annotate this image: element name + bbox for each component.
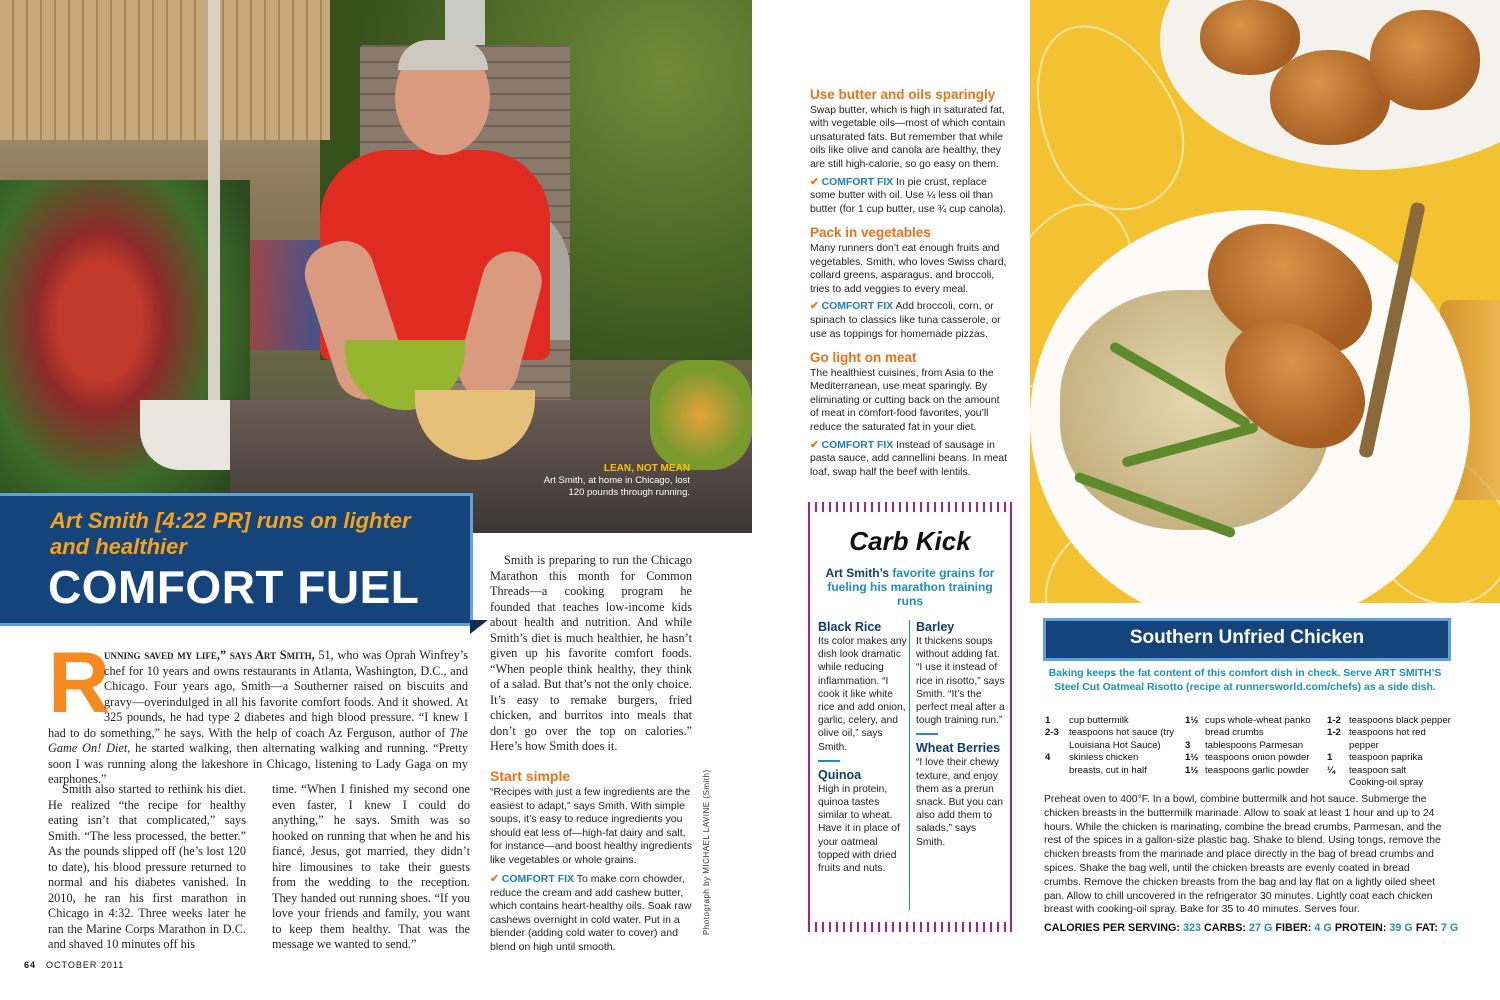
grain-text: It thickens soups without adding fat. “I use it instead of rice in risotto,” says Smith. “It’s the perfect meal after a tough training run.”: [916, 636, 1005, 727]
ingredient-qty: ¼: [1327, 764, 1336, 776]
tip-text: The healthiest cuisines, from Asia to the Mediterranean, use meat sparingly. By eliminating or cutting back on the amount of meat in comfort-food favorites, you’ll reduce the saturated fat in your diet.: [810, 367, 1000, 434]
wooden-deck: [0, 0, 330, 140]
article-p4-text: Smith is preparing to run the Chicago Marathon this month for Common Threads—a cooking program he founded that teaches low-income kids about health and nutrition. And while Smith’s diet is much healthier, he hasn’t given up his favorite comfort foods. “When people think healthy, they think of a salad. But that’s not the only choice. It’s easy to remake burgers, fried chicken, and burritos into meals that don’t go over the top on calories.” Here’s how Smith does it.: [490, 553, 692, 753]
start-simple-text: “Recipes with just a few ingredients are the easiest to adapt,” says Smith. With simple soups, it’s easy to reduce ingredients you should eat less of—high-fat dairy and salt, for instance—and boost healthy ingredients like vegetables or whole grains.: [490, 786, 692, 866]
nutrition-value: 4 G: [1314, 922, 1332, 934]
chicken-piece: [1370, 10, 1480, 110]
ingredient-qty: 4: [1045, 752, 1051, 764]
recipe-intro: Baking keeps the fat content of this comfort dish in check. Serve ART SMITH’S Steel Cut Oatmeal Risotto (recipe at runnersworld.com/chefs) as a side dish.: [1048, 667, 1442, 693]
grain-column-right: [916, 620, 1006, 849]
nutrition-value: 27 G: [1249, 922, 1273, 934]
ingredient-item: teaspoons black pepper: [1349, 715, 1451, 726]
tip-text: Swap butter, which is high in saturated fat, with vegetable oils—most of which contain unsaturated fats. But remember that while oils like olive and canola are healthy, they are still high-calorie, so go easy on them.: [810, 104, 1006, 170]
ingredient-row: [1045, 715, 1175, 727]
ingredient-item: teaspoons onion powder: [1205, 752, 1310, 764]
recipe-title: Southern Unfried Chicken: [1129, 627, 1365, 648]
checkmark-icon: ✔: [810, 176, 819, 188]
article-paragraph-1: [48, 635, 468, 788]
article-kicker: Art Smith [4:22 PR] runs on lighter and healthier: [50, 508, 411, 559]
start-simple-fix-text: To make corn chowder, reduce the cream and add cashew butter, which contains heart-healthy oils. Soak raw cashews overnight in cold water. Put in a blender (adding cold water to cover) and blend on high until smooth.: [490, 873, 692, 953]
nutrition-value: 7 G: [1440, 922, 1459, 934]
ingredient-item: teaspoons hot red pepper: [1349, 727, 1426, 751]
box-bottom-border: [808, 922, 1012, 932]
checkmark-icon: ✔: [810, 301, 819, 313]
nutrition-label: CALORIES PER SERVING:: [1044, 922, 1183, 934]
issue-date: OCTOBER 2011: [46, 960, 125, 970]
tip-fix-text: In pie crust, replace some butter with oil. Use ¼ less oil than butter (for 1 cup butter, use ¾ cup canola).: [810, 176, 1006, 215]
ingredient-qty: 1: [1045, 715, 1051, 726]
ingredient-qty: 1: [1327, 752, 1333, 764]
grain-text: High in protein, quinoa tastes similar to wheat. Have it in place of your oatmeal topped with dried fruits and nuts.: [818, 783, 900, 875]
grain-divider: [916, 733, 938, 735]
ingredient-row: [1327, 715, 1455, 727]
photo-caption-title: LEAN, NOT MEAN: [603, 463, 690, 474]
grain-column-left: [818, 620, 908, 875]
photo-caption: [540, 463, 690, 499]
banner-fold: [470, 620, 488, 634]
tip-heading: Pack in vegetables: [810, 225, 931, 241]
start-simple-heading: Start simple: [490, 767, 571, 784]
ingredient-row: [1327, 752, 1455, 764]
grain-text: “I love their chewy texture, and enjoy them as a prerun snack. But you can also add them to salads,” says Smith.: [916, 757, 1004, 848]
grain-name: Black Rice: [818, 620, 882, 634]
article-p1-end: , he started walking, then alternating walking and running. “Pretty soon I was running along the lakeshore in Chicago, listening to Lady Gaga on my earphones.”: [48, 741, 468, 786]
ingredients-column-2: [1185, 715, 1315, 777]
tip-text: Many runners don’t eat enough fruits and vegetables. Smith, who loves Swiss chard, collard greens, asparagus, and broccoli, tries to add veggies to every meal.: [810, 242, 1007, 295]
ingredient-item: Cooking-oil spray: [1349, 777, 1424, 789]
recipe-title-bar: [1043, 618, 1451, 661]
comfort-fix-label: COMFORT FIX: [821, 176, 894, 188]
article-p1-text: 51, who was Oprah Winfrey’s chef for 10 years and owns restaurants in Atlanta, Washington, D.C., and Chicago. Four years ago, Smith—a Southerner raised on biscuits and gravy—overindulged in all his favorite comfort foods. And it showed. At 325 pounds, he had type 2 diabetes and high blood pressure. “I knew I had to do something,” he says. With the help of coach Az Ferguson, author of: [48, 648, 468, 740]
ingredient-row: [1327, 777, 1455, 789]
nutrition-value: 39 G: [1389, 922, 1413, 934]
tip-fix: [810, 300, 1010, 341]
food-photo: [1030, 0, 1500, 603]
tip-heading: Use butter and oils sparingly: [810, 87, 996, 102]
page-number: 64: [24, 960, 37, 970]
comfort-fix-label: COMFORT FIX: [821, 439, 894, 451]
ingredient-item: teaspoon paprika: [1349, 752, 1423, 764]
carb-kick-subtitle-name: Art Smith’s: [825, 566, 890, 580]
ingredient-qty: 1½: [1185, 715, 1199, 726]
nutrition-value: 323: [1182, 922, 1201, 934]
grain-name: Barley: [916, 620, 955, 634]
nutrition-label: PROTEIN:: [1331, 922, 1390, 934]
vegetables-basket: [650, 360, 752, 470]
grain-name: Wheat Berries: [916, 741, 1001, 756]
ingredient-row: [1185, 765, 1315, 777]
box-top-border: [808, 502, 1012, 512]
column-divider: [909, 620, 910, 910]
drop-cap-spacer: [48, 635, 111, 731]
recipe-method: Preheat oven to 400°F. In a bowl, combine buttermilk and hot sauce. Submerge the chicken breasts in the buttermilk marinade. Allow to soak at least 1 hour and up to 24 hours. While the chicken is marinating, combine the bread crumbs, Parmesan, and the rest of the spices in a gallon-size plastic bag. Shake to blend. Using tongs, remove the chicken breasts from the marinade and place directly in the bag of bread crumbs and spices. Shake the bag well, until the chicken breasts are evenly coated in bread crumbs. Remove the chicken breasts from the bag and lay flat on a lightly oiled sheet pan. Allow to chill uncovered in the refrigerator 30 minutes. Lightly coat each chicken breast with cooking-oil spray. Bake for 35 to 40 minutes. Serves four.: [1044, 794, 1442, 916]
ingredient-row: [1185, 752, 1315, 764]
ingredient-item: teaspoon salt: [1349, 764, 1407, 776]
chef-hair: [398, 40, 488, 70]
photo-credit: [702, 760, 716, 940]
ingredient-item: teaspoons hot sauce (try Louisiana Hot Sauce): [1069, 727, 1175, 751]
ingredient-item: skinless chicken breasts, cut in half: [1069, 752, 1147, 776]
ingredients-column-1: [1045, 715, 1175, 777]
nutrition-label: FIBER:: [1272, 922, 1315, 934]
ingredient-item: teaspoons garlic powder: [1205, 764, 1309, 776]
ingredient-qty: 1½: [1185, 752, 1199, 764]
article-paragraph-2: [48, 782, 246, 953]
article-column-3: [490, 553, 692, 954]
article-p2-text: Smith also started to rethink his diet. He realized “the recipe for healthy eating isn’t that complicated,” says Smith. “The less processed, the better.” As the pounds slipped off (he’s lost 120 to date), his blood pressure returned to normal and his diabetes vanished. In 2010, he ran his first marathon in Chicago in 4:32. Three weeks later he ran the Marine Corps Marathon in D.C. and shaved 10 minutes off his: [48, 782, 246, 951]
ingredient-qty: 1-2: [1327, 727, 1341, 739]
tips-column: [810, 88, 1010, 483]
checkmark-icon: ✔: [490, 873, 499, 885]
ingredient-row: [1185, 740, 1315, 752]
carb-kick-title: Carb Kick: [849, 526, 971, 556]
photo-caption-text: Art Smith, at home in Chicago, lost 120 pounds through running.: [543, 475, 690, 498]
ingredient-row: [1327, 727, 1455, 752]
nutrition-label: FAT:: [1412, 922, 1441, 934]
article-headline: COMFORT FUEL: [48, 561, 420, 613]
ingredient-qty: [1327, 777, 1349, 789]
carb-kick-box: [808, 502, 1012, 932]
article-paragraph-4: [490, 553, 692, 755]
drop-cap: R: [48, 635, 111, 731]
ingredient-row: [1185, 715, 1315, 740]
ingredient-row: [1045, 727, 1175, 752]
tip-fix: [810, 176, 1010, 217]
nutrition-label: CARBS:: [1201, 922, 1249, 934]
ingredient-qty: 1-2: [1327, 715, 1341, 726]
start-simple-fix: [490, 873, 692, 954]
ingredients-column-3: [1327, 715, 1455, 789]
ingredient-item: cup buttermilk: [1069, 715, 1129, 726]
tip-fix: [810, 439, 1010, 480]
ingredient-row: [1045, 752, 1175, 777]
ingredient-item: tablespoons Parmesan: [1205, 739, 1304, 751]
article-paragraph-3: time. “When I finished my second one even faster, I knew I could do anything,” he says. Smith was so hooked on running that when he and his fiancé, Jesus, got married, they didn’t hire limousines to take their guests from the wedding to the reception. They handed out running shoes. “If you love your friends and family, you want to keep them healthy. That was the message we wanted to send.”: [272, 782, 470, 951]
tip-heading: Go light on meat: [810, 350, 917, 366]
photo-credit-text: Photograph by MICHAEL LAVINE (Smith): [702, 769, 711, 935]
checkmark-icon: ✔: [810, 439, 819, 451]
title-banner: [0, 493, 473, 626]
grain-text: Its color makes any dish look dramatic while reducing inflammation. “I cook it like white rice and add onion, garlic, celery, and olive oil,” says Smith.: [818, 636, 907, 753]
grain-divider: [818, 760, 840, 762]
comfort-fix-label: COMFORT FIX: [821, 301, 894, 313]
folio: [24, 960, 124, 970]
comfort-fix-label: COMFORT FIX: [501, 873, 575, 885]
tip-fix-text: Instead of sausage in pasta sauce, add cannellini beans. In meat loaf, swap half the beef with lentils.: [810, 439, 1007, 478]
carb-kick-subtitle-text: favorite grains for fueling his marathon training runs: [827, 566, 995, 608]
ingredient-qty: 1½: [1185, 764, 1199, 776]
ingredient-qty: 3: [1185, 739, 1191, 751]
ingredient-item: cups whole-wheat panko bread crumbs: [1205, 715, 1311, 739]
nutrition-facts: [1044, 922, 1464, 934]
article-lead-caps: unning saved my life,” says Art Smith,: [104, 648, 315, 662]
ingredient-qty: 2-3: [1045, 727, 1059, 739]
grain-name: Quinoa: [818, 767, 862, 782]
carb-kick-subtitle: [820, 566, 1000, 608]
ingredient-row: [1327, 765, 1455, 777]
article-book-title: The Game On! Diet: [48, 725, 468, 755]
hero-photo: [0, 0, 752, 533]
tip-fix-text: Add broccoli, corn, or spinach to classics like tuna casserole, or use as toppings for homemade pizzas.: [810, 301, 1001, 340]
